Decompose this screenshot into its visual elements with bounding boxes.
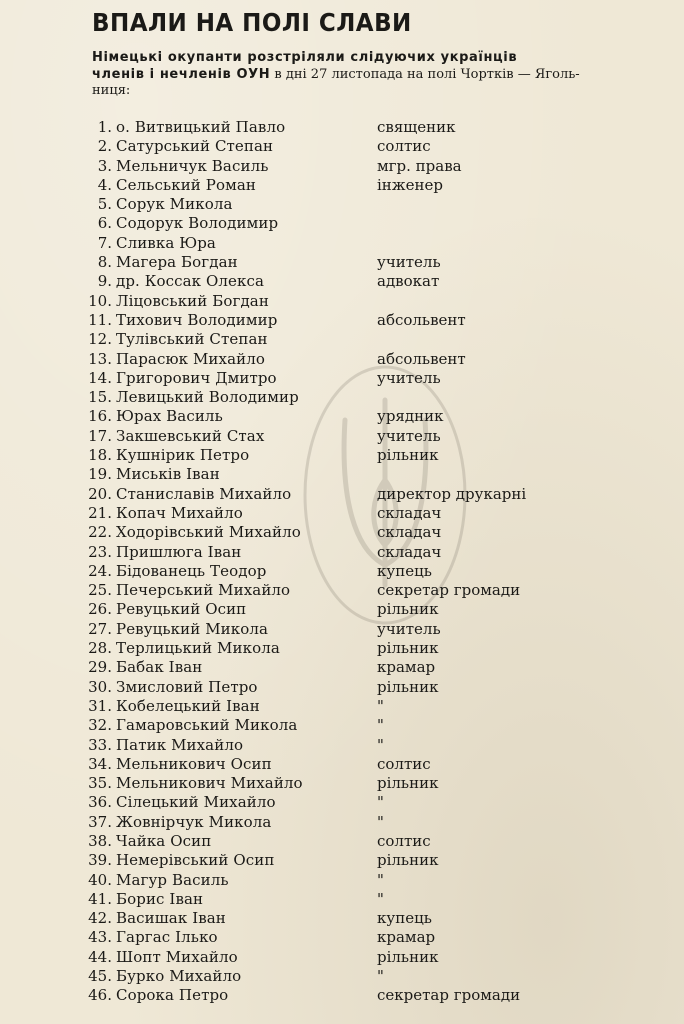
list-item-number: 40. <box>88 870 112 889</box>
list-item-name: Юрах Василь <box>116 407 223 426</box>
list-item-number: 20. <box>88 484 112 503</box>
list-item-number: 39. <box>88 851 112 870</box>
list-item-name: Бурко Михайло <box>116 967 242 986</box>
list-item-number: 5. <box>97 195 112 214</box>
list-item <box>80 658 680 677</box>
list-item-occupation: " <box>377 889 384 908</box>
list-item-occupation: учитель <box>377 619 441 638</box>
list-item-occupation: священик <box>377 118 456 136</box>
list-item-occupation: рільник <box>377 774 439 793</box>
list-item-number: 28. <box>88 639 112 658</box>
list-item-name: Магера Богдан <box>116 253 238 272</box>
list-item-occupation: секретар громади <box>377 986 521 1005</box>
list-item-number: 26. <box>88 600 112 619</box>
list-item-occupation: купець <box>377 561 432 580</box>
list-item-occupation: " <box>377 696 384 715</box>
list-item <box>80 890 680 909</box>
list-item <box>80 678 680 697</box>
list-item-name: Жовнірчук Микола <box>116 812 272 831</box>
page-title: ВПАЛИ НА ПОЛІ СЛАВИ <box>92 8 412 37</box>
list-item <box>80 639 680 658</box>
list-item-number: 34. <box>88 754 112 773</box>
list-item-number: 13. <box>88 349 112 368</box>
list-item-occupation: мгр. права <box>377 156 462 175</box>
list-item <box>80 562 680 581</box>
list-item <box>80 948 680 967</box>
list-item <box>80 736 680 755</box>
list-item-number: 27. <box>88 619 112 638</box>
list-item <box>80 272 680 291</box>
list-item-name: Ходорівський Михайло <box>116 523 301 542</box>
list-item <box>80 523 680 542</box>
list-item-number: 35. <box>88 774 112 793</box>
list-item-number: 38. <box>88 831 112 850</box>
list-item-name: Гамаровський Микола <box>116 716 298 735</box>
list-item <box>80 350 680 369</box>
list-item-occupation: адвокат <box>377 272 440 291</box>
list-item <box>80 813 680 832</box>
list-item-occupation: рільник <box>377 947 439 966</box>
list-item-occupation: крамар <box>377 658 436 677</box>
list-item-name: Тихович Володимир <box>116 310 278 329</box>
list-item-occupation: складач <box>377 503 442 522</box>
list-item-name: Мельникович Михайло <box>116 774 303 793</box>
list-item-number: 16. <box>88 407 112 426</box>
list-item-occupation: складач <box>377 542 442 561</box>
list-item-number: 10. <box>88 291 112 310</box>
list-item-name: Содорук Володимир <box>116 214 279 233</box>
list-item <box>80 234 680 253</box>
list-item-name: Бідованець Теодор <box>116 561 267 580</box>
list-item <box>80 543 680 562</box>
intro-lead-line1: Німецькі окупанти розстріляли слідуючих українців <box>92 50 518 65</box>
list-item-occupation: солтис <box>377 754 431 773</box>
list-item-number: 12. <box>88 330 112 349</box>
list-item-number: 37. <box>88 812 112 831</box>
list-item <box>80 967 680 986</box>
list-item <box>80 581 680 600</box>
list-item <box>80 697 680 716</box>
list-item <box>80 620 680 639</box>
list-item-number: 43. <box>88 928 112 947</box>
list-item-number: 19. <box>88 465 112 484</box>
intro-rest-line2: в дні 27 листопада на полі Чортків — Яголь- <box>270 67 580 82</box>
list-item-name: Ревуцький Микола <box>116 619 269 638</box>
list-item-number: 3. <box>97 156 112 175</box>
list-item <box>80 214 680 233</box>
list-item <box>80 311 680 330</box>
list-item-name: Левицький Володимир <box>116 388 299 407</box>
intro-rest-line3: ниця: <box>92 83 131 98</box>
list-item-number: 46. <box>88 986 112 1005</box>
list-item-number: 24. <box>88 561 112 580</box>
list-item-name: Сілецький Михайло <box>116 793 276 812</box>
list-item-occupation: рільник <box>377 677 439 696</box>
list-item <box>80 716 680 735</box>
list-item-occupation: абсольвент <box>377 310 466 329</box>
list-item <box>80 176 680 195</box>
list-item <box>80 465 680 484</box>
list-item <box>80 986 680 1005</box>
list-item-number: 41. <box>88 889 112 908</box>
list-item-name: Шопт Михайло <box>116 947 238 966</box>
list-item <box>80 388 680 407</box>
list-item <box>80 118 680 137</box>
list-item-name: о. Витвицький Павло <box>116 118 286 136</box>
list-item-number: 17. <box>88 426 112 445</box>
list-item-number: 32. <box>88 716 112 735</box>
list-item <box>80 407 680 426</box>
list-item-occupation: складач <box>377 523 442 542</box>
list-item-name: Сельський Роман <box>116 175 256 194</box>
list-item-name: Пришлюга Іван <box>116 542 242 561</box>
list-item-occupation: секретар громади <box>377 581 521 600</box>
list-item-name: Немерівський Осип <box>116 851 275 870</box>
list-item-number: 9. <box>97 272 112 291</box>
list-item <box>80 330 680 349</box>
list-item-occupation: рільник <box>377 639 439 658</box>
list-item-number: 23. <box>88 542 112 561</box>
list-item-number: 22. <box>88 523 112 542</box>
list-item <box>80 851 680 870</box>
list-item-name: Борис Іван <box>116 889 204 908</box>
list-item-number: 45. <box>88 967 112 986</box>
list-item-number: 29. <box>88 658 112 677</box>
list-item-name: Григорович Дмитро <box>116 368 277 387</box>
list-item-name: Магур Василь <box>116 870 229 889</box>
list-item <box>80 369 680 388</box>
list-item-name: Гаргас Ілько <box>116 928 218 947</box>
list-item <box>80 871 680 890</box>
list-item-occupation: солтис <box>377 831 431 850</box>
list-item-name: Печерський Михайло <box>116 581 291 600</box>
list-item-occupation: " <box>377 735 384 754</box>
list-item <box>80 485 680 504</box>
list-item-number: 36. <box>88 793 112 812</box>
list-item-name: Сливка Юра <box>116 233 216 252</box>
list-item <box>80 928 680 947</box>
list-item-number: 30. <box>88 677 112 696</box>
list-item-occupation: купець <box>377 909 432 928</box>
list-item-name: Мельникович Осип <box>116 754 272 773</box>
victim-list <box>80 118 680 1006</box>
list-item-occupation: учитель <box>377 368 441 387</box>
list-item-number: 31. <box>88 696 112 715</box>
list-item-name: Тулівський Степан <box>116 330 268 349</box>
list-item <box>80 195 680 214</box>
list-item <box>80 427 680 446</box>
list-item-name: Сорока Петро <box>116 986 229 1005</box>
list-item-name: Миськів Іван <box>116 465 220 484</box>
list-item-number: 7. <box>97 233 112 252</box>
list-item <box>80 292 680 311</box>
list-item-occupation: крамар <box>377 928 436 947</box>
list-item <box>80 253 680 272</box>
list-item <box>80 774 680 793</box>
list-item-occupation: учитель <box>377 253 441 272</box>
list-item-number: 18. <box>88 446 112 465</box>
intro-lead-line2: членів і нечленів ОУН <box>92 67 271 82</box>
list-item-name: Мельничук Василь <box>116 156 269 175</box>
list-item-number: 11. <box>88 310 112 329</box>
list-item-name: Сорук Микола <box>116 195 233 214</box>
list-item <box>80 446 680 465</box>
list-item-name: Кушнірик Петро <box>116 446 250 465</box>
list-item-number: 4. <box>97 175 112 194</box>
list-item-name: Станиславів Михайло <box>116 484 292 503</box>
list-item-name: Ревуцький Осип <box>116 600 247 619</box>
list-item-occupation: інженер <box>377 175 443 194</box>
list-item-occupation: рільник <box>377 600 439 619</box>
list-item-name: Змисловий Петро <box>116 677 258 696</box>
list-item-occupation: " <box>377 812 384 831</box>
list-item-number: 14. <box>88 368 112 387</box>
list-item-number: 8. <box>97 253 112 272</box>
list-item-name: Ліцовський Богдан <box>116 291 269 310</box>
list-item-occupation: " <box>377 967 384 986</box>
list-item-occupation: " <box>377 870 384 889</box>
list-item-number: 42. <box>88 909 112 928</box>
list-item-number: 44. <box>88 947 112 966</box>
list-item-name: Копач Михайло <box>116 503 243 522</box>
list-item-name: др. Коссак Олекса <box>116 272 265 291</box>
list-item <box>80 909 680 928</box>
list-item <box>80 157 680 176</box>
list-item-number: 6. <box>97 214 112 233</box>
list-item-occupation: " <box>377 716 384 735</box>
list-item-name: Патик Михайло <box>116 735 244 754</box>
list-item-number: 33. <box>88 735 112 754</box>
list-item-occupation: солтис <box>377 137 431 156</box>
list-item-number: 15. <box>88 388 112 407</box>
list-item-number: 2. <box>97 137 112 156</box>
list-item-name: Кобелецький Іван <box>116 696 260 715</box>
list-item <box>80 793 680 812</box>
list-item-occupation: " <box>377 793 384 812</box>
list-item-name: Закшевський Стах <box>116 426 265 445</box>
list-item <box>80 137 680 156</box>
list-item-number: 1. <box>97 118 112 136</box>
list-item-number: 21. <box>88 503 112 522</box>
list-item-occupation: рільник <box>377 851 439 870</box>
list-item-occupation: урядник <box>377 407 444 426</box>
list-item <box>80 755 680 774</box>
list-item-occupation: абсольвент <box>377 349 466 368</box>
list-item-name: Чайка Осип <box>116 831 212 850</box>
list-item-name: Парасюк Михайло <box>116 349 265 368</box>
list-item-occupation: директор друкарні <box>377 484 527 503</box>
intro-paragraph <box>92 50 682 99</box>
list-item-name: Васишак Іван <box>116 909 226 928</box>
list-item-occupation: рільник <box>377 446 439 465</box>
list-item-name: Сатурський Степан <box>116 137 274 156</box>
list-item-occupation: учитель <box>377 426 441 445</box>
list-item-name: Бабак Іван <box>116 658 203 677</box>
list-item-name: Терлицький Микола <box>116 639 280 658</box>
list-item-number: 25. <box>88 581 112 600</box>
list-item <box>80 600 680 619</box>
list-item <box>80 504 680 523</box>
list-item <box>80 832 680 851</box>
